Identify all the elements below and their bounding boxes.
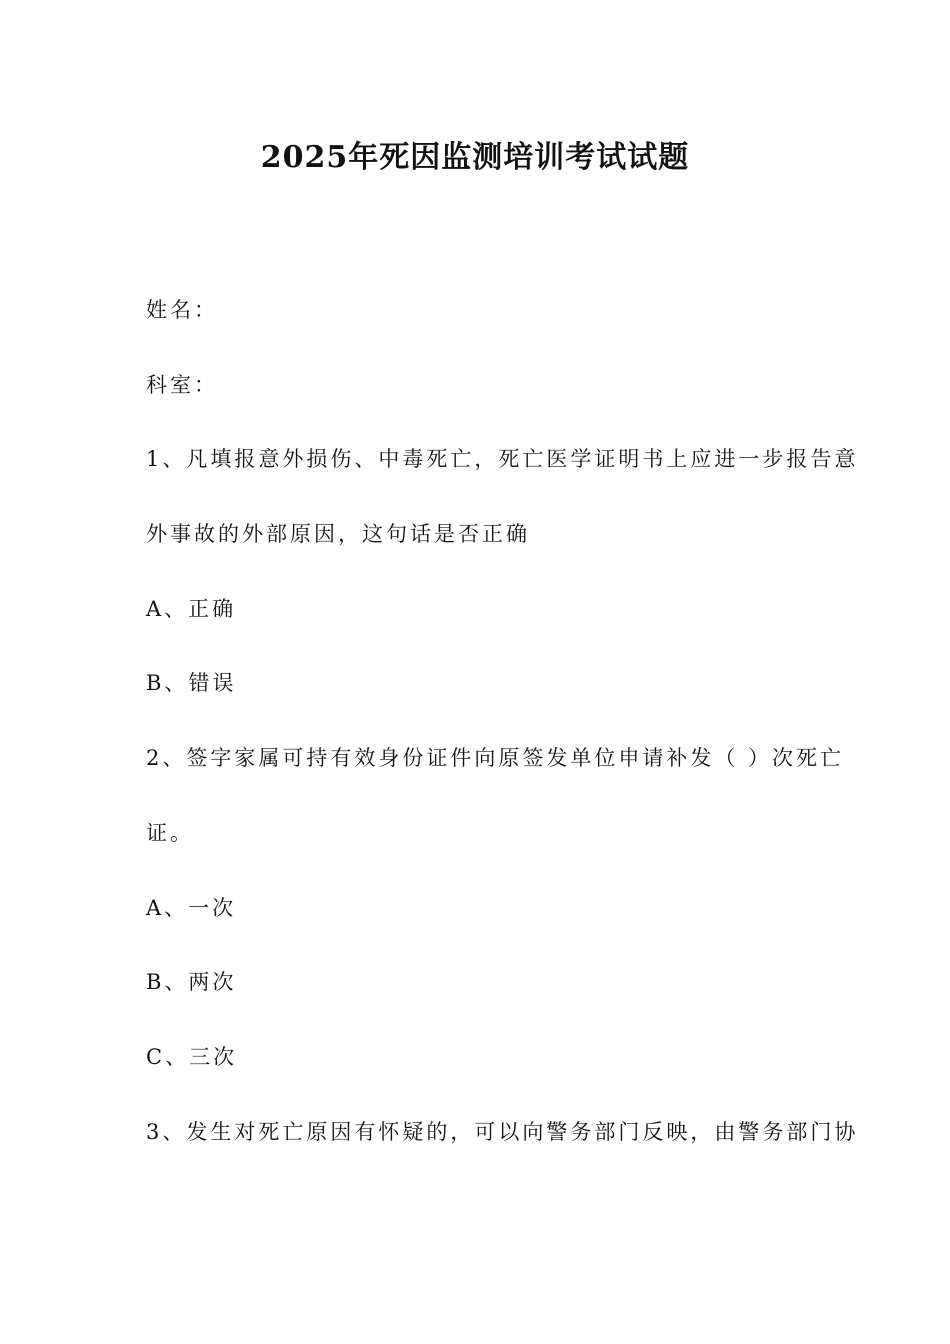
name-label: 姓名： (146, 298, 218, 322)
department-label: 科室： (146, 373, 218, 397)
question-2-option-a: A、一次 (146, 896, 237, 920)
question-2-line-2: 证。 (146, 821, 194, 845)
question-1-option-a: A、正确 (146, 597, 237, 621)
question-2-option-c: C、三次 (146, 1045, 238, 1069)
question-1-line-2: 外事故的外部原因，这句话是否正确 (146, 522, 530, 546)
question-2-line-1: 2、签字家属可持有效身份证件向原签发单位申请补发（ ）次死亡 (146, 746, 845, 770)
page-title: 2025年死因监测培训考试试题 (260, 140, 690, 175)
question-2-option-b: B、两次 (146, 970, 237, 994)
question-3-line-1: 3、发生对死亡原因有怀疑的，可以向警务部门反映，由警务部门协 (146, 1120, 859, 1144)
question-1-option-b: B、错误 (146, 671, 237, 695)
question-1-line-1: 1、凡填报意外损伤、中毒死亡，死亡医学证明书上应进一步报告意 (146, 447, 859, 471)
